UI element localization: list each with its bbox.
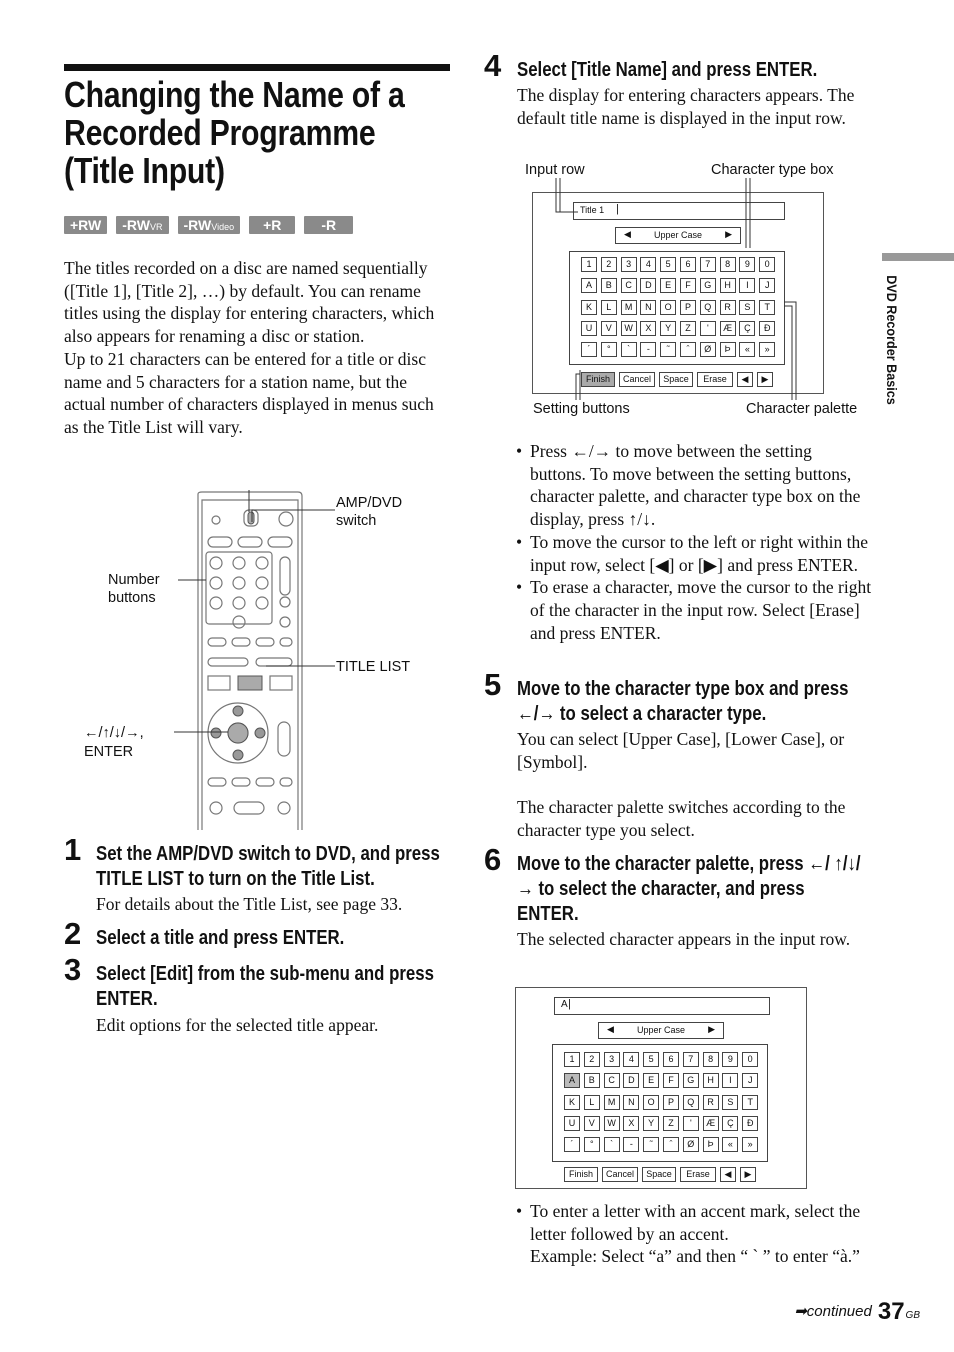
palette-key[interactable]: W xyxy=(604,1116,620,1131)
setting-button[interactable]: Cancel xyxy=(602,1167,638,1182)
continued-note: ➡continued xyxy=(794,1303,872,1320)
arrow-right-icon: ➡ xyxy=(794,1303,807,1320)
palette-key[interactable]: H xyxy=(703,1073,719,1088)
step-5-heading: Move to the character type box and press ←/→ to select a character type. xyxy=(517,678,849,725)
palette-key[interactable]: K xyxy=(581,300,597,315)
step-3-body: Edit options for the selected title appear. xyxy=(96,1015,379,1035)
badge-rw-video: -RWVideo xyxy=(178,216,241,234)
palette-key[interactable]: F xyxy=(680,278,696,293)
type-right-arrow-icon-2[interactable]: ▶ xyxy=(708,1024,715,1034)
badge-r: -R xyxy=(304,216,353,234)
palette-key[interactable]: 7 xyxy=(683,1052,699,1067)
label-arrow-buttons: ←/↑/↓/→, xyxy=(84,725,144,741)
palette-key[interactable]: ` xyxy=(621,342,637,357)
step-4-body: The display for entering characters appears. The default title name is displayed in the input row. xyxy=(517,85,855,128)
palette-key[interactable]: H xyxy=(720,278,736,293)
palette-key[interactable]: 9 xyxy=(722,1052,738,1067)
step-6-number: 6 xyxy=(484,842,502,877)
palette-key[interactable]: ˆ xyxy=(680,342,696,357)
setting-button[interactable]: ▶ xyxy=(757,372,773,387)
type-left-arrow-icon-2[interactable]: ◀ xyxy=(607,1024,614,1034)
bullet-erase: • To erase a character, move the cursor to the right of the character in the input row. Select [Erase] and press ENTER. xyxy=(516,576,872,644)
bullet-move-setting: • Press ←/→ to move between the setting buttons. To move between the setting buttons, character palette, and character type box on the display, press ↑/↓. xyxy=(516,440,872,531)
palette-key[interactable]: R xyxy=(720,300,736,315)
palette-key[interactable]: ˜ xyxy=(660,342,676,357)
palette-key[interactable]: Đ xyxy=(759,321,775,336)
intro-paragraph-2: Up to 21 characters can be entered for a title or disc name and 5 characters for a station name, but the actual number of characters displayed in menus such as the Title List will vary. xyxy=(64,348,434,437)
palette-key[interactable]: Y xyxy=(643,1116,659,1131)
label-character-type-box: Character type box xyxy=(711,162,834,178)
palette-key[interactable]: 0 xyxy=(759,257,775,272)
palette-key[interactable]: Ç xyxy=(722,1116,738,1131)
step-2-heading: Select a title and press ENTER. xyxy=(96,927,345,949)
step-3-heading: Select [Edit] from the sub-menu and press ENTER. xyxy=(96,963,434,1010)
screen-leader-lines xyxy=(520,176,840,402)
type-right-arrow-icon[interactable]: ▶ xyxy=(725,229,732,239)
palette-key[interactable]: D xyxy=(640,278,656,293)
palette-key[interactable]: 4 xyxy=(623,1052,639,1067)
character-type-box-2[interactable]: ◀ Upper Case ▶ xyxy=(598,1022,724,1039)
setting-button[interactable]: Erase xyxy=(697,372,733,387)
palette-key[interactable]: O xyxy=(660,300,676,315)
step-1-body: For details about the Title List, see page 33. xyxy=(96,894,403,914)
palette-key[interactable]: U xyxy=(564,1116,580,1131)
page-number: 37 xyxy=(877,1298,905,1325)
palette-key[interactable]: 7 xyxy=(700,257,716,272)
setting-button[interactable]: Finish xyxy=(581,372,615,387)
palette-key[interactable]: 3 xyxy=(621,257,637,272)
step-6-body: The selected character appears in the input row. xyxy=(517,929,851,949)
palette-key[interactable]: ' xyxy=(683,1116,699,1131)
palette-key[interactable]: 2 xyxy=(601,257,617,272)
disc-badges xyxy=(64,216,353,234)
palette-key[interactable]: » xyxy=(759,342,775,357)
palette-key[interactable]: X xyxy=(623,1116,639,1131)
setting-button[interactable]: ◀ xyxy=(720,1167,736,1182)
palette-key[interactable]: - xyxy=(623,1137,639,1152)
label-enter: ENTER xyxy=(84,744,134,760)
label-amp-dvd-switch: AMP/DVD switch xyxy=(336,495,403,529)
palette-key[interactable]: Z xyxy=(680,321,696,336)
palette-key[interactable]: L xyxy=(601,300,617,315)
page-title: Changing the Name of a Recorded Programme (Title Input) xyxy=(64,74,405,191)
step-1-number: 1 xyxy=(64,832,82,867)
step-1-heading: Set the AMP/DVD switch to DVD, and press TITLE LIST to turn on the Title List. xyxy=(96,843,440,890)
palette-key[interactable]: G xyxy=(700,278,716,293)
palette-key[interactable]: Æ xyxy=(703,1116,719,1131)
palette-key[interactable]: Đ xyxy=(742,1116,758,1131)
palette-key[interactable]: Æ xyxy=(720,321,736,336)
palette-key[interactable]: K xyxy=(564,1095,580,1110)
intro xyxy=(64,257,448,439)
palette-key[interactable]: ˜ xyxy=(643,1137,659,1152)
palette-key[interactable]: - xyxy=(640,342,656,357)
step-4-bullets xyxy=(516,440,872,644)
palette-key[interactable]: S xyxy=(739,300,755,315)
palette-key[interactable]: P xyxy=(663,1095,679,1110)
label-input-row: Input row xyxy=(525,162,585,178)
palette-key[interactable]: E xyxy=(660,278,676,293)
palette-key[interactable]: ° xyxy=(601,342,617,357)
palette-key[interactable]: U xyxy=(581,321,597,336)
type-left-arrow-icon[interactable]: ◀ xyxy=(624,229,631,239)
palette-key[interactable]: C xyxy=(621,278,637,293)
palette-key[interactable]: 0 xyxy=(742,1052,758,1067)
badge-plus-rw: +RW xyxy=(64,216,107,234)
setting-button[interactable]: Finish xyxy=(564,1167,598,1182)
palette-key[interactable]: 9 xyxy=(739,257,755,272)
palette-key[interactable]: J xyxy=(742,1073,758,1088)
side-tab: DVD Recorder Basics xyxy=(884,275,900,405)
palette-key[interactable]: W xyxy=(621,321,637,336)
palette-key[interactable]: M xyxy=(621,300,637,315)
palette-key[interactable]: ˆ xyxy=(663,1137,679,1152)
palette-key[interactable]: T xyxy=(759,300,775,315)
palette-key[interactable]: Ç xyxy=(739,321,755,336)
label-title-list: TITLE LIST xyxy=(336,659,411,675)
palette-key[interactable]: C xyxy=(604,1073,620,1088)
palette-key[interactable]: ´ xyxy=(564,1137,580,1152)
palette-key[interactable]: Q xyxy=(700,300,716,315)
palette-key[interactable]: B xyxy=(601,278,617,293)
palette-key[interactable]: 2 xyxy=(584,1052,600,1067)
palette-key[interactable]: ' xyxy=(700,321,716,336)
palette-key[interactable]: 6 xyxy=(680,257,696,272)
setting-button[interactable]: Space xyxy=(642,1167,676,1182)
palette-key[interactable]: P xyxy=(680,300,696,315)
step-5-body: You can select [Upper Case], [Lower Case], or [Symbol]. xyxy=(517,729,845,772)
palette-key[interactable]: « xyxy=(722,1137,738,1152)
palette-key[interactable]: ` xyxy=(604,1137,620,1152)
step-6-bullets xyxy=(516,1200,872,1268)
step-3-number: 3 xyxy=(64,952,82,987)
palette-key[interactable]: 4 xyxy=(640,257,656,272)
palette-key[interactable]: A xyxy=(581,278,597,293)
palette-key[interactable]: 5 xyxy=(643,1052,659,1067)
input-row-2[interactable]: A | xyxy=(554,997,770,1015)
intro-paragraph-1: The titles recorded on a disc are named sequentially ([Title 1], [Title 2], …) by default. You can rename titles using the display for entering characters, which also appears for renaming a disc or station. xyxy=(64,258,435,347)
title-rule xyxy=(64,64,450,71)
palette-key[interactable]: S xyxy=(722,1095,738,1110)
palette-key[interactable]: 5 xyxy=(660,257,676,272)
palette-key[interactable]: V xyxy=(601,321,617,336)
palette-key[interactable]: Q xyxy=(683,1095,699,1110)
text-cursor-2: | xyxy=(568,998,571,1010)
side-tab-bar xyxy=(882,253,954,261)
palette-key[interactable]: N xyxy=(623,1095,639,1110)
palette-key[interactable]: ° xyxy=(584,1137,600,1152)
bullet-move-cursor: • To move the cursor to the left or right within the input row, select [◀] or [▶] and press ENTER. xyxy=(516,531,872,576)
palette-key[interactable]: 1 xyxy=(581,257,597,272)
palette-key[interactable]: Y xyxy=(660,321,676,336)
input-row[interactable]: Title 1 | xyxy=(573,202,785,220)
badge-rw-vr: -RWVR xyxy=(116,216,168,234)
remote-leader-lines xyxy=(170,470,340,750)
setting-button[interactable]: ◀ xyxy=(737,372,753,387)
label-setting-buttons: Setting buttons xyxy=(533,401,630,417)
palette-key[interactable]: N xyxy=(640,300,656,315)
palette-key[interactable]: I xyxy=(739,278,755,293)
palette-key[interactable]: 8 xyxy=(703,1052,719,1067)
palette-key[interactable]: 6 xyxy=(663,1052,679,1067)
palette-key[interactable]: ´ xyxy=(581,342,597,357)
palette-key[interactable]: E xyxy=(643,1073,659,1088)
palette-key[interactable]: Ø xyxy=(683,1137,699,1152)
label-character-palette: Character palette xyxy=(746,401,858,417)
text-cursor: | xyxy=(616,203,619,215)
palette-key[interactable]: R xyxy=(703,1095,719,1110)
step-4-heading: Select [Title Name] and press ENTER. xyxy=(517,59,818,81)
character-type-box[interactable]: ◀ Upper Case ▶ xyxy=(615,227,741,244)
palette-key[interactable]: D xyxy=(623,1073,639,1088)
label-number-buttons: Number buttons xyxy=(108,572,160,606)
page-footer xyxy=(794,1298,920,1326)
badge-plus-r: +R xyxy=(249,216,295,234)
palette-key[interactable]: A xyxy=(564,1073,580,1088)
setting-button[interactable]: ▶ xyxy=(740,1167,756,1182)
step-2-number: 2 xyxy=(64,916,82,951)
palette-key[interactable]: Z xyxy=(663,1116,679,1131)
palette-key[interactable]: 8 xyxy=(720,257,736,272)
palette-key[interactable]: Ø xyxy=(700,342,716,357)
bullet-accent: • To enter a letter with an accent mark, select the letter followed by an accent. Example: Select “a” and then “ ` ” to enter “à.” xyxy=(516,1200,872,1268)
palette-key[interactable]: « xyxy=(739,342,755,357)
setting-button[interactable]: Space xyxy=(659,372,693,387)
palette-key[interactable]: B xyxy=(584,1073,600,1088)
character-selected-screen xyxy=(515,987,807,1189)
setting-button[interactable]: Cancel xyxy=(619,372,655,387)
palette-key[interactable]: L xyxy=(584,1095,600,1110)
step-6-heading: Move to the character palette, press ←/ ↑/↓/→ to select the character, and press ENTER. xyxy=(517,853,861,925)
palette-key[interactable]: I xyxy=(722,1073,738,1088)
palette-key[interactable]: M xyxy=(604,1095,620,1110)
palette-key[interactable]: 1 xyxy=(564,1052,580,1067)
step-4-number: 4 xyxy=(484,48,502,83)
palette-key[interactable]: O xyxy=(643,1095,659,1110)
palette-key[interactable]: » xyxy=(742,1137,758,1152)
palette-key[interactable]: F xyxy=(663,1073,679,1088)
palette-key[interactable]: V xyxy=(584,1116,600,1131)
palette-key[interactable]: T xyxy=(742,1095,758,1110)
step-5-body-2: The character palette switches according to the character type you select. xyxy=(517,797,846,840)
page-suffix: GB xyxy=(905,1310,920,1321)
palette-key[interactable]: Þ xyxy=(720,342,736,357)
palette-key[interactable]: Þ xyxy=(703,1137,719,1152)
palette-key[interactable]: 3 xyxy=(604,1052,620,1067)
setting-button[interactable]: Erase xyxy=(680,1167,716,1182)
palette-key[interactable]: J xyxy=(759,278,775,293)
palette-key[interactable]: X xyxy=(640,321,656,336)
palette-key[interactable]: G xyxy=(683,1073,699,1088)
step-5-number: 5 xyxy=(484,667,502,702)
